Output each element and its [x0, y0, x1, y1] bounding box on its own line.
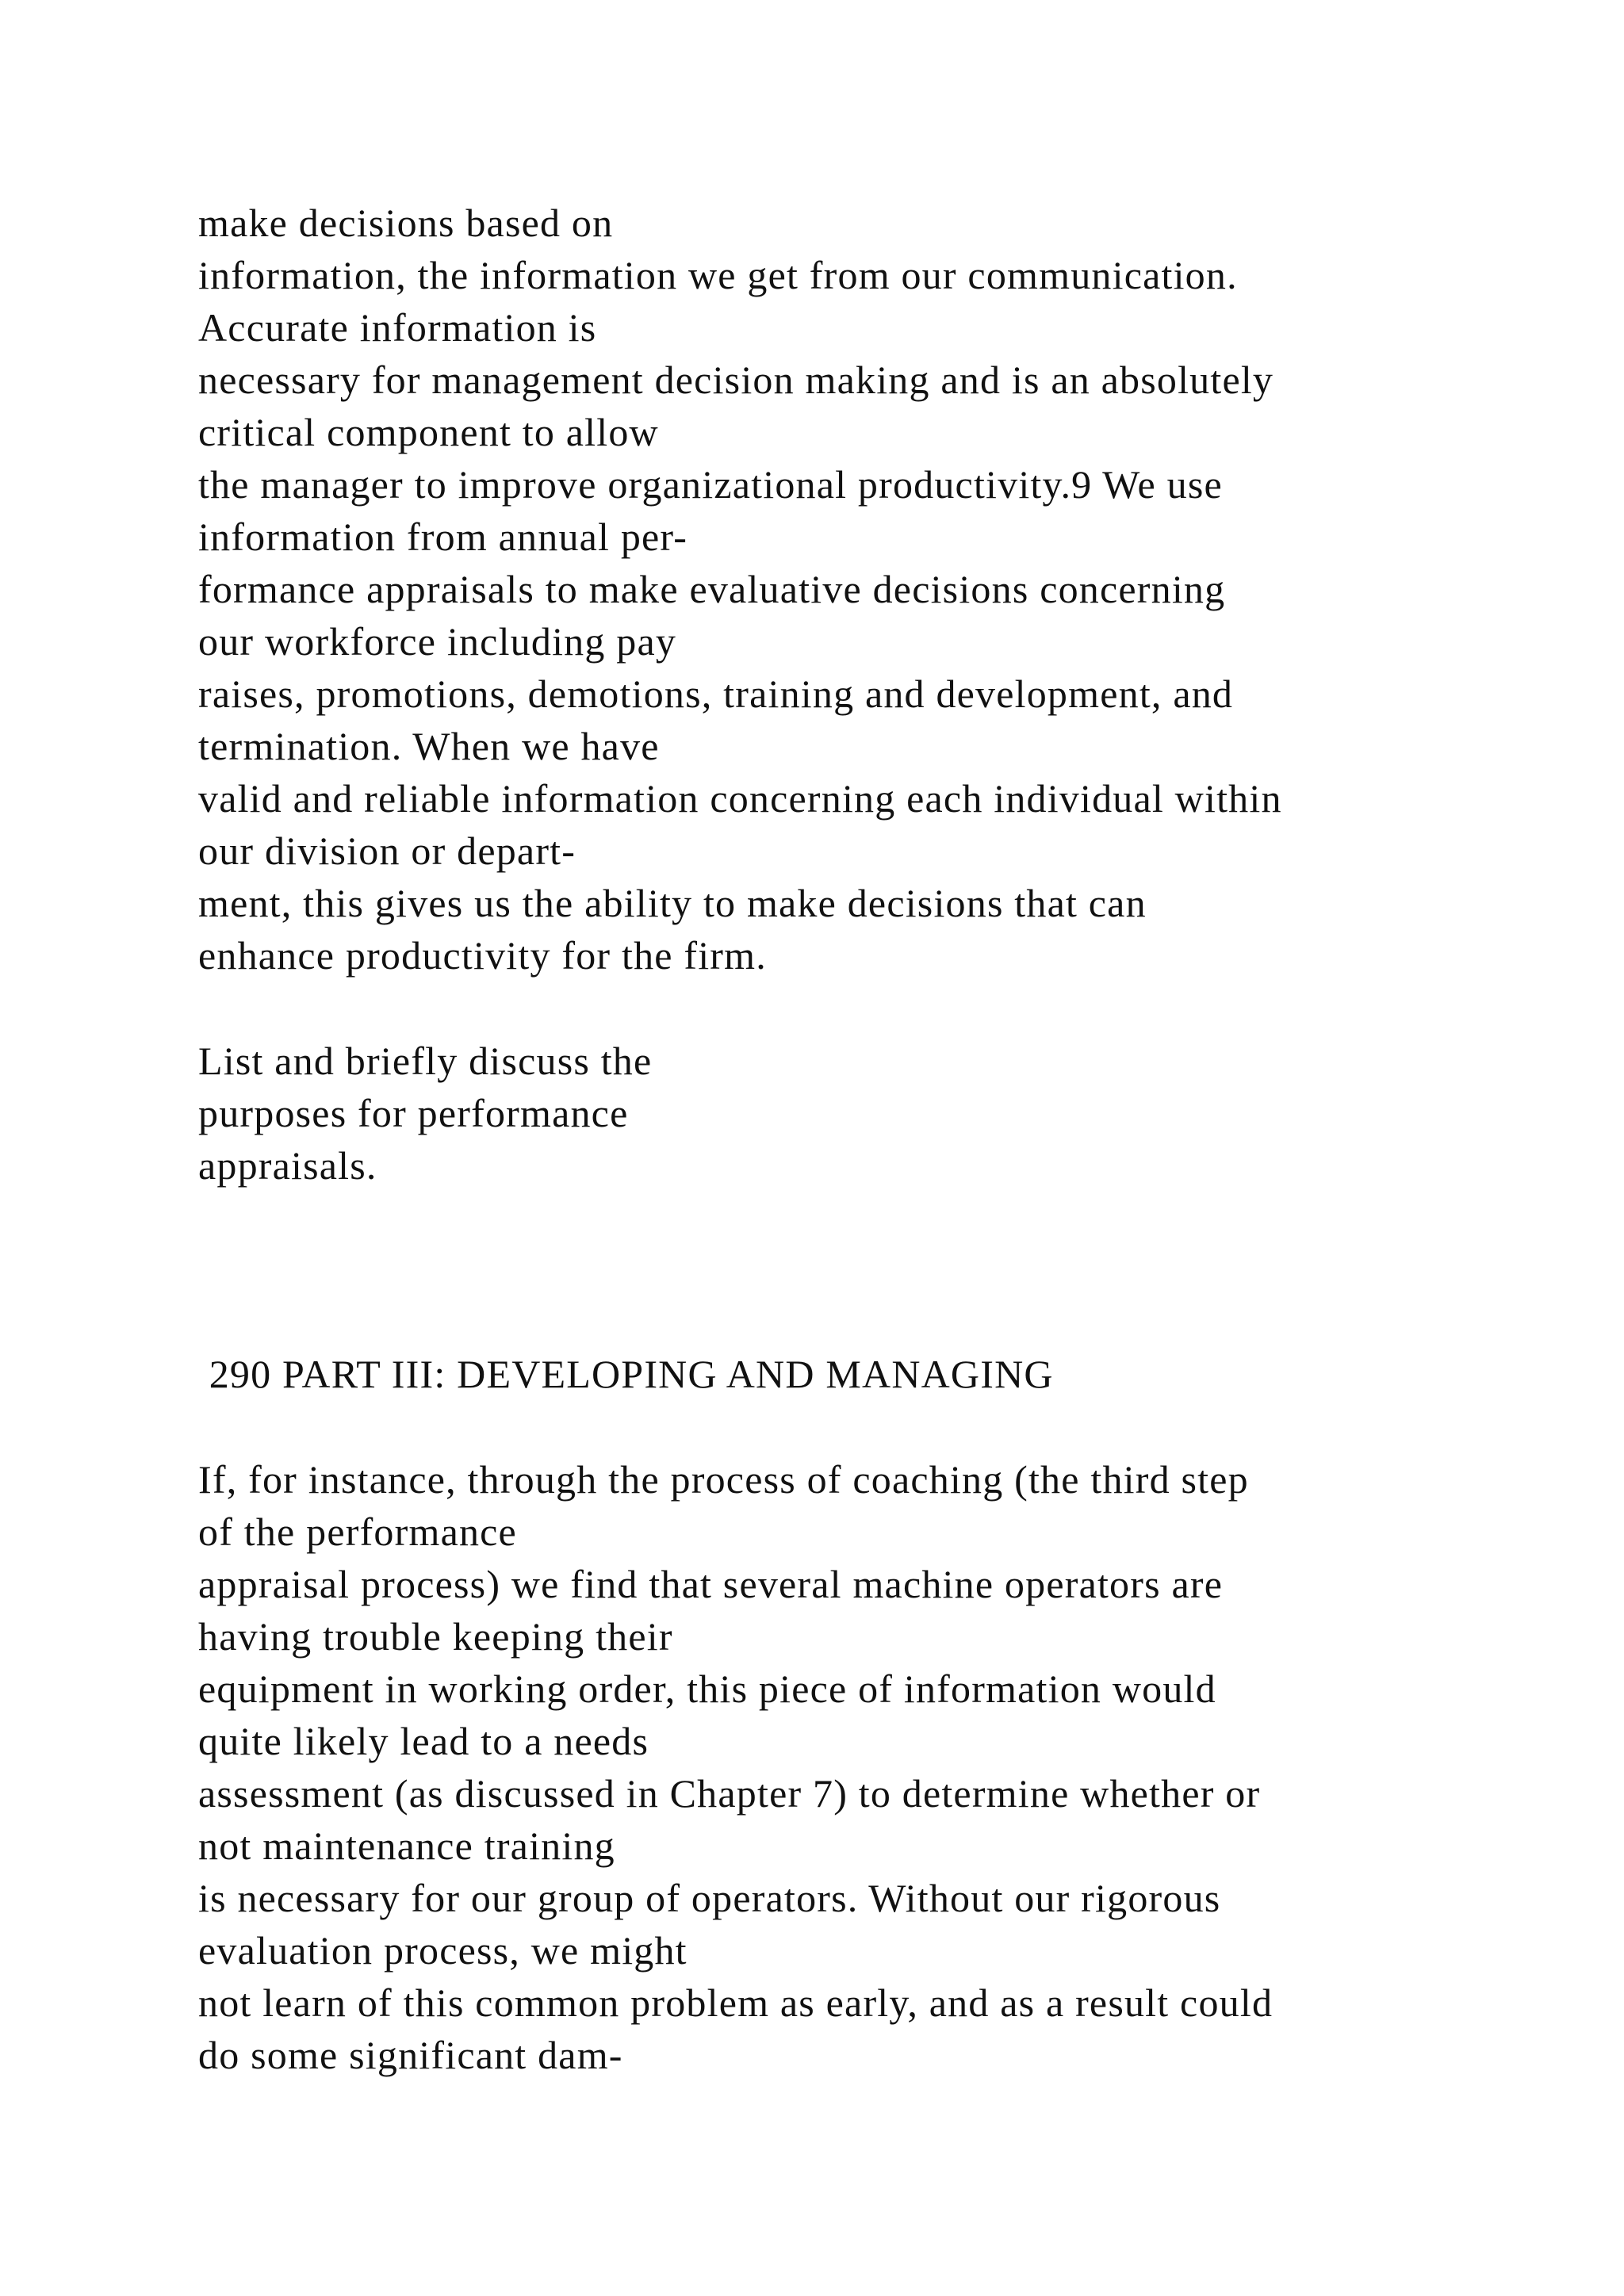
text-line: evaluation process, we might — [198, 1928, 688, 1973]
text-line: assessment (as discussed in Chapter 7) to determine whether or — [198, 1771, 1261, 1816]
text-line: termination. When we have — [198, 724, 660, 768]
text-line: information from annual per- — [198, 515, 688, 559]
text-line: the manager to improve organizational productivity.9 We use — [198, 462, 1223, 507]
text-line: ment, this gives us the ability to make decisions that can — [198, 881, 1147, 925]
text-line: List and briefly discuss the — [198, 1039, 653, 1083]
text-line: raises, promotions, demotions, training and development, and — [198, 672, 1234, 716]
page-header — [198, 1348, 1546, 1400]
text-line: is necessary for our group of operators. Without our rigorous — [198, 1876, 1221, 1920]
text-line: critical component to allow — [198, 410, 659, 454]
text-line: our division or depart- — [198, 828, 576, 873]
text-line: If, for instance, through the process of coaching (the third step — [198, 1457, 1249, 1502]
text-line: do some significant dam- — [198, 2033, 623, 2077]
text-line: Accurate information is — [198, 305, 597, 350]
text-line: appraisals. — [198, 1143, 377, 1188]
text-line: not maintenance training — [198, 1823, 615, 1868]
text-line: our workforce including pay — [198, 619, 677, 664]
body-paragraph-2 — [198, 1453, 1546, 2081]
text-line: having trouble keeping their — [198, 1614, 673, 1659]
text-line: make decisions based on — [198, 201, 614, 245]
text-line: information, the information we get from our communication. — [198, 253, 1238, 297]
margin-question — [198, 1035, 1546, 1192]
body-paragraph-1 — [198, 197, 1546, 982]
page-header-text: 290 PART III: DEVELOPING AND MANAGING — [198, 1352, 1054, 1396]
text-line: quite likely lead to a needs — [198, 1719, 649, 1763]
text-line: enhance productivity for the firm. — [198, 933, 767, 978]
text-line: purposes for performance — [198, 1091, 629, 1135]
text-line: of the performance — [198, 1510, 517, 1554]
text-line: appraisal process) we find that several machine operators are — [198, 1562, 1224, 1606]
text-line: equipment in working order, this piece of information would — [198, 1667, 1216, 1711]
text-line: valid and reliable information concerning each individual within — [198, 776, 1282, 821]
text-line: not learn of this common problem as early, and as a result could — [198, 1980, 1274, 2025]
text-line: necessary for management decision making and is an absolutely — [198, 358, 1274, 402]
text-line: formance appraisals to make evaluative decisions concerning — [198, 567, 1226, 611]
